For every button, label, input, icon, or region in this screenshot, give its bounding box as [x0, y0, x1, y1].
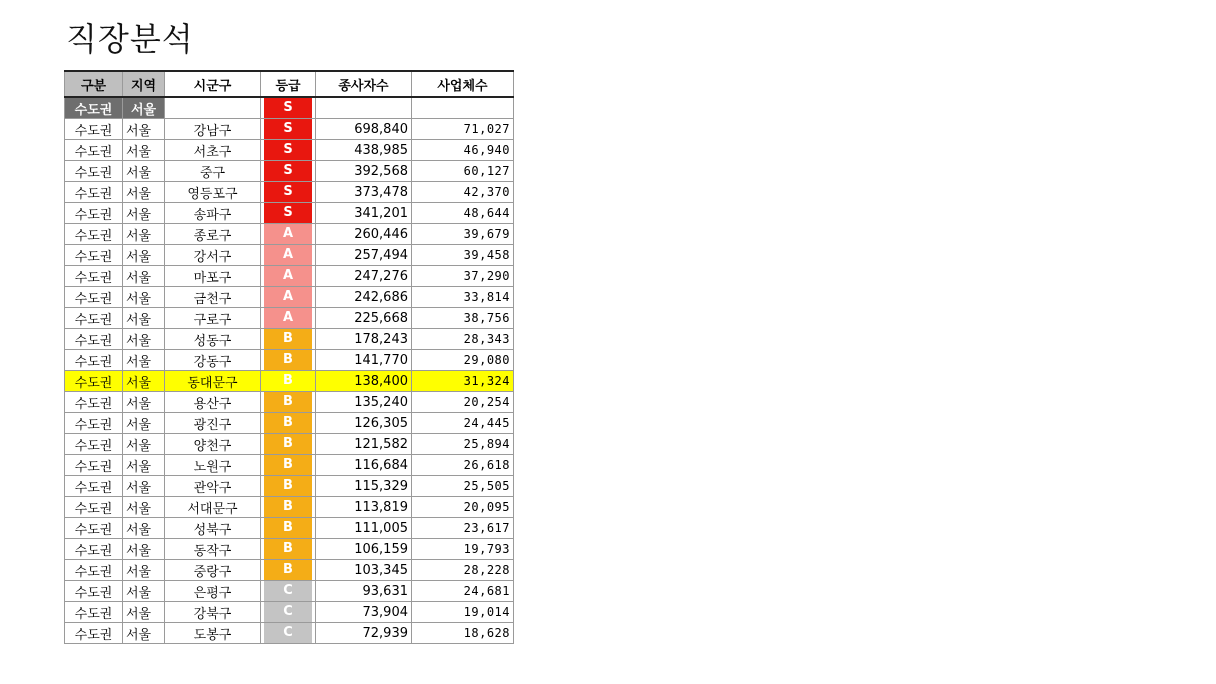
region-cell[interactable]: 서울 [123, 161, 165, 182]
district-cell[interactable]: 강동구 [165, 350, 261, 371]
table-row [65, 266, 514, 287]
region-cell[interactable]: 서울 [123, 266, 165, 287]
businesses-cell[interactable]: 24,445 [412, 413, 514, 434]
businesses-cell[interactable]: 19,014 [412, 602, 514, 623]
workers-cell[interactable]: 116,684 [316, 455, 412, 476]
district-cell[interactable]: 동대문구 [165, 371, 261, 392]
grade-cell[interactable] [261, 413, 316, 434]
district-cell[interactable]: 양천구 [165, 434, 261, 455]
grade-cell[interactable] [261, 308, 316, 329]
table-row [65, 413, 514, 434]
district-cell[interactable]: 성북구 [165, 518, 261, 539]
grade-badge: S [264, 140, 312, 160]
district-cell[interactable]: 강북구 [165, 602, 261, 623]
table-row [65, 518, 514, 539]
businesses-cell[interactable]: 25,894 [412, 434, 514, 455]
grade-cell[interactable] [261, 497, 316, 518]
businesses-cell[interactable]: 31,324 [412, 371, 514, 392]
region-cell[interactable]: 서울 [123, 560, 165, 581]
grade-cell[interactable] [261, 140, 316, 161]
workers-cell[interactable]: 438,985 [316, 140, 412, 161]
businesses-cell[interactable]: 19,793 [412, 539, 514, 560]
district-cell[interactable]: 관악구 [165, 476, 261, 497]
businesses-cell[interactable]: 25,505 [412, 476, 514, 497]
grade-cell[interactable] [261, 602, 316, 623]
district-cell[interactable]: 서대문구 [165, 497, 261, 518]
workers-cell[interactable]: 113,819 [316, 497, 412, 518]
table-row [65, 140, 514, 161]
division-cell[interactable]: 수도권 [65, 329, 123, 350]
group-workers[interactable] [316, 97, 412, 119]
division-cell[interactable]: 수도권 [65, 623, 123, 644]
division-cell[interactable]: 수도권 [65, 371, 123, 392]
table-row [65, 392, 514, 413]
businesses-cell[interactable]: 18,628 [412, 623, 514, 644]
header-row [65, 71, 514, 97]
table-row [65, 497, 514, 518]
district-cell[interactable]: 송파구 [165, 203, 261, 224]
region-cell[interactable]: 서울 [123, 329, 165, 350]
district-cell[interactable]: 노원구 [165, 455, 261, 476]
grade-cell[interactable] [261, 392, 316, 413]
division-cell[interactable]: 수도권 [65, 287, 123, 308]
grade-badge: S [264, 119, 312, 139]
district-cell[interactable]: 종로구 [165, 224, 261, 245]
region-cell[interactable]: 서울 [123, 140, 165, 161]
region-cell[interactable]: 서울 [123, 476, 165, 497]
division-cell[interactable]: 수도권 [65, 245, 123, 266]
grade-badge: S [264, 161, 312, 181]
table-row [65, 350, 514, 371]
businesses-cell[interactable]: 37,290 [412, 266, 514, 287]
table-row [65, 161, 514, 182]
workers-cell[interactable]: 111,005 [316, 518, 412, 539]
table-row [65, 581, 514, 602]
workers-cell[interactable]: 106,159 [316, 539, 412, 560]
workers-cell[interactable]: 178,243 [316, 329, 412, 350]
businesses-cell[interactable]: 42,370 [412, 182, 514, 203]
region-cell[interactable]: 서울 [123, 371, 165, 392]
district-cell[interactable]: 금천구 [165, 287, 261, 308]
workers-cell[interactable]: 257,494 [316, 245, 412, 266]
district-cell[interactable]: 광진구 [165, 413, 261, 434]
table-row [65, 182, 514, 203]
grade-cell[interactable] [261, 287, 316, 308]
businesses-cell[interactable]: 60,127 [412, 161, 514, 182]
header-workers[interactable]: 종사자수 [316, 71, 412, 97]
grade-badge: C [264, 623, 312, 643]
division-cell[interactable]: 수도권 [65, 140, 123, 161]
businesses-cell[interactable]: 46,940 [412, 140, 514, 161]
grade-badge: B [264, 518, 312, 538]
division-cell[interactable]: 수도권 [65, 434, 123, 455]
region-cell[interactable]: 서울 [123, 392, 165, 413]
division-cell[interactable]: 수도권 [65, 266, 123, 287]
grade-badge: B [264, 434, 312, 454]
grade-badge: B [264, 392, 312, 412]
table-row [65, 203, 514, 224]
grade-cell[interactable] [261, 434, 316, 455]
division-cell[interactable]: 수도권 [65, 476, 123, 497]
division-cell[interactable]: 수도권 [65, 581, 123, 602]
header-grade[interactable]: 등급 [261, 71, 316, 97]
grade-cell[interactable] [261, 350, 316, 371]
grade-badge: S [264, 182, 312, 202]
group-businesses[interactable] [412, 97, 514, 119]
grade-badge: S [264, 203, 312, 223]
division-cell[interactable]: 수도권 [65, 203, 123, 224]
grade-cell[interactable] [261, 329, 316, 350]
district-cell[interactable]: 도봉구 [165, 623, 261, 644]
region-cell[interactable]: 서울 [123, 455, 165, 476]
region-cell[interactable]: 서울 [123, 224, 165, 245]
workers-cell[interactable]: 247,276 [316, 266, 412, 287]
grade-cell[interactable] [261, 476, 316, 497]
region-cell[interactable]: 서울 [123, 308, 165, 329]
division-cell[interactable]: 수도권 [65, 518, 123, 539]
workers-cell[interactable]: 373,478 [316, 182, 412, 203]
workers-cell[interactable]: 698,840 [316, 119, 412, 140]
grade-cell[interactable] [261, 245, 316, 266]
table-row [65, 623, 514, 644]
grade-badge: B [264, 497, 312, 517]
grade-cell[interactable] [261, 203, 316, 224]
grade-badge: B [264, 455, 312, 475]
grade-badge: C [264, 581, 312, 601]
workers-cell[interactable]: 392,568 [316, 161, 412, 182]
region-cell[interactable]: 서울 [123, 203, 165, 224]
district-cell[interactable]: 용산구 [165, 392, 261, 413]
grade-cell[interactable] [261, 224, 316, 245]
grade-cell[interactable] [261, 119, 316, 140]
grade-badge: S [264, 98, 312, 118]
table-row [65, 476, 514, 497]
region-cell[interactable]: 서울 [123, 581, 165, 602]
businesses-cell[interactable]: 23,617 [412, 518, 514, 539]
businesses-cell[interactable]: 20,095 [412, 497, 514, 518]
workers-cell[interactable]: 141,770 [316, 350, 412, 371]
table-row [65, 329, 514, 350]
division-cell[interactable]: 수도권 [65, 392, 123, 413]
grade-cell[interactable] [261, 161, 316, 182]
workers-cell[interactable]: 115,329 [316, 476, 412, 497]
grade-badge: C [264, 602, 312, 622]
grade-badge: A [264, 224, 312, 244]
header-businesses[interactable]: 사업체수 [412, 71, 514, 97]
grade-cell[interactable] [261, 560, 316, 581]
group-district[interactable] [165, 97, 261, 119]
grade-badge: A [264, 287, 312, 307]
region-cell[interactable]: 서울 [123, 602, 165, 623]
grade-badge: B [264, 560, 312, 580]
division-cell[interactable]: 수도권 [65, 560, 123, 581]
table-row [65, 308, 514, 329]
region-cell[interactable]: 서울 [123, 413, 165, 434]
workers-cell[interactable]: 73,904 [316, 602, 412, 623]
grade-badge: A [264, 245, 312, 265]
region-cell[interactable]: 서울 [123, 434, 165, 455]
group-region[interactable]: 서울 [123, 97, 165, 119]
businesses-cell[interactable]: 39,458 [412, 245, 514, 266]
district-cell[interactable]: 강서구 [165, 245, 261, 266]
region-cell[interactable]: 서울 [123, 497, 165, 518]
grade-cell[interactable] [261, 518, 316, 539]
district-table [64, 70, 514, 644]
table-row [65, 224, 514, 245]
district-cell[interactable]: 구로구 [165, 308, 261, 329]
workers-cell[interactable]: 72,939 [316, 623, 412, 644]
grade-cell[interactable] [261, 623, 316, 644]
table-row [65, 119, 514, 140]
businesses-cell[interactable]: 26,618 [412, 455, 514, 476]
group-row [65, 97, 514, 119]
district-cell[interactable]: 중랑구 [165, 560, 261, 581]
workers-cell[interactable]: 121,582 [316, 434, 412, 455]
businesses-cell[interactable]: 20,254 [412, 392, 514, 413]
division-cell[interactable]: 수도권 [65, 182, 123, 203]
grade-cell[interactable] [261, 539, 316, 560]
division-cell[interactable]: 수도권 [65, 539, 123, 560]
workers-cell[interactable]: 341,201 [316, 203, 412, 224]
workers-cell[interactable]: 135,240 [316, 392, 412, 413]
division-cell[interactable]: 수도권 [65, 350, 123, 371]
grade-badge: B [264, 329, 312, 349]
table-row [65, 371, 514, 392]
businesses-cell[interactable]: 28,343 [412, 329, 514, 350]
header-district[interactable]: 시군구 [165, 71, 261, 97]
group-division[interactable]: 수도권 [65, 97, 123, 119]
workers-cell[interactable]: 103,345 [316, 560, 412, 581]
table-row [65, 560, 514, 581]
grade-badge: B [264, 539, 312, 559]
businesses-cell[interactable]: 29,080 [412, 350, 514, 371]
grade-badge: B [264, 413, 312, 433]
workers-cell[interactable]: 242,686 [316, 287, 412, 308]
table-row [65, 434, 514, 455]
district-cell[interactable]: 강남구 [165, 119, 261, 140]
division-cell[interactable]: 수도권 [65, 455, 123, 476]
grade-badge: A [264, 308, 312, 328]
workers-cell[interactable]: 260,446 [316, 224, 412, 245]
region-cell[interactable]: 서울 [123, 182, 165, 203]
district-cell[interactable]: 은평구 [165, 581, 261, 602]
table-row [65, 602, 514, 623]
district-cell[interactable]: 서초구 [165, 140, 261, 161]
grade-badge: B [264, 371, 312, 391]
division-cell[interactable]: 수도권 [65, 308, 123, 329]
district-cell[interactable]: 중구 [165, 161, 261, 182]
division-cell[interactable]: 수도권 [65, 161, 123, 182]
district-cell[interactable]: 마포구 [165, 266, 261, 287]
grade-cell[interactable] [261, 371, 316, 392]
division-cell[interactable]: 수도권 [65, 497, 123, 518]
region-cell[interactable]: 서울 [123, 539, 165, 560]
businesses-cell[interactable]: 71,027 [412, 119, 514, 140]
grade-cell[interactable] [261, 455, 316, 476]
workers-cell[interactable]: 138,400 [316, 371, 412, 392]
businesses-cell[interactable]: 39,679 [412, 224, 514, 245]
grade-badge: B [264, 350, 312, 370]
region-cell[interactable]: 서울 [123, 623, 165, 644]
division-cell[interactable]: 수도권 [65, 119, 123, 140]
region-cell[interactable]: 서울 [123, 518, 165, 539]
region-cell[interactable]: 서울 [123, 119, 165, 140]
table-row [65, 539, 514, 560]
region-cell[interactable]: 서울 [123, 245, 165, 266]
workers-cell[interactable]: 93,631 [316, 581, 412, 602]
table-row [65, 287, 514, 308]
businesses-cell[interactable]: 48,644 [412, 203, 514, 224]
table-row [65, 455, 514, 476]
workers-cell[interactable]: 126,305 [316, 413, 412, 434]
division-cell[interactable]: 수도권 [65, 602, 123, 623]
table-row [65, 245, 514, 266]
grade-cell[interactable] [261, 266, 316, 287]
businesses-cell[interactable]: 28,228 [412, 560, 514, 581]
header-region[interactable]: 지역 [123, 71, 165, 97]
region-cell[interactable]: 서울 [123, 287, 165, 308]
page-title: 직장분석 [66, 20, 194, 58]
district-cell[interactable]: 영등포구 [165, 182, 261, 203]
grade-badge: B [264, 476, 312, 496]
group-grade[interactable] [261, 97, 316, 119]
grade-badge: A [264, 266, 312, 286]
workers-cell[interactable]: 225,668 [316, 308, 412, 329]
grade-cell[interactable] [261, 581, 316, 602]
division-cell[interactable]: 수도권 [65, 413, 123, 434]
businesses-cell[interactable]: 38,756 [412, 308, 514, 329]
region-cell[interactable]: 서울 [123, 350, 165, 371]
district-cell[interactable]: 성동구 [165, 329, 261, 350]
businesses-cell[interactable]: 33,814 [412, 287, 514, 308]
grade-cell[interactable] [261, 182, 316, 203]
division-cell[interactable]: 수도권 [65, 224, 123, 245]
district-cell[interactable]: 동작구 [165, 539, 261, 560]
businesses-cell[interactable]: 24,681 [412, 581, 514, 602]
header-division[interactable]: 구분 [65, 71, 123, 97]
